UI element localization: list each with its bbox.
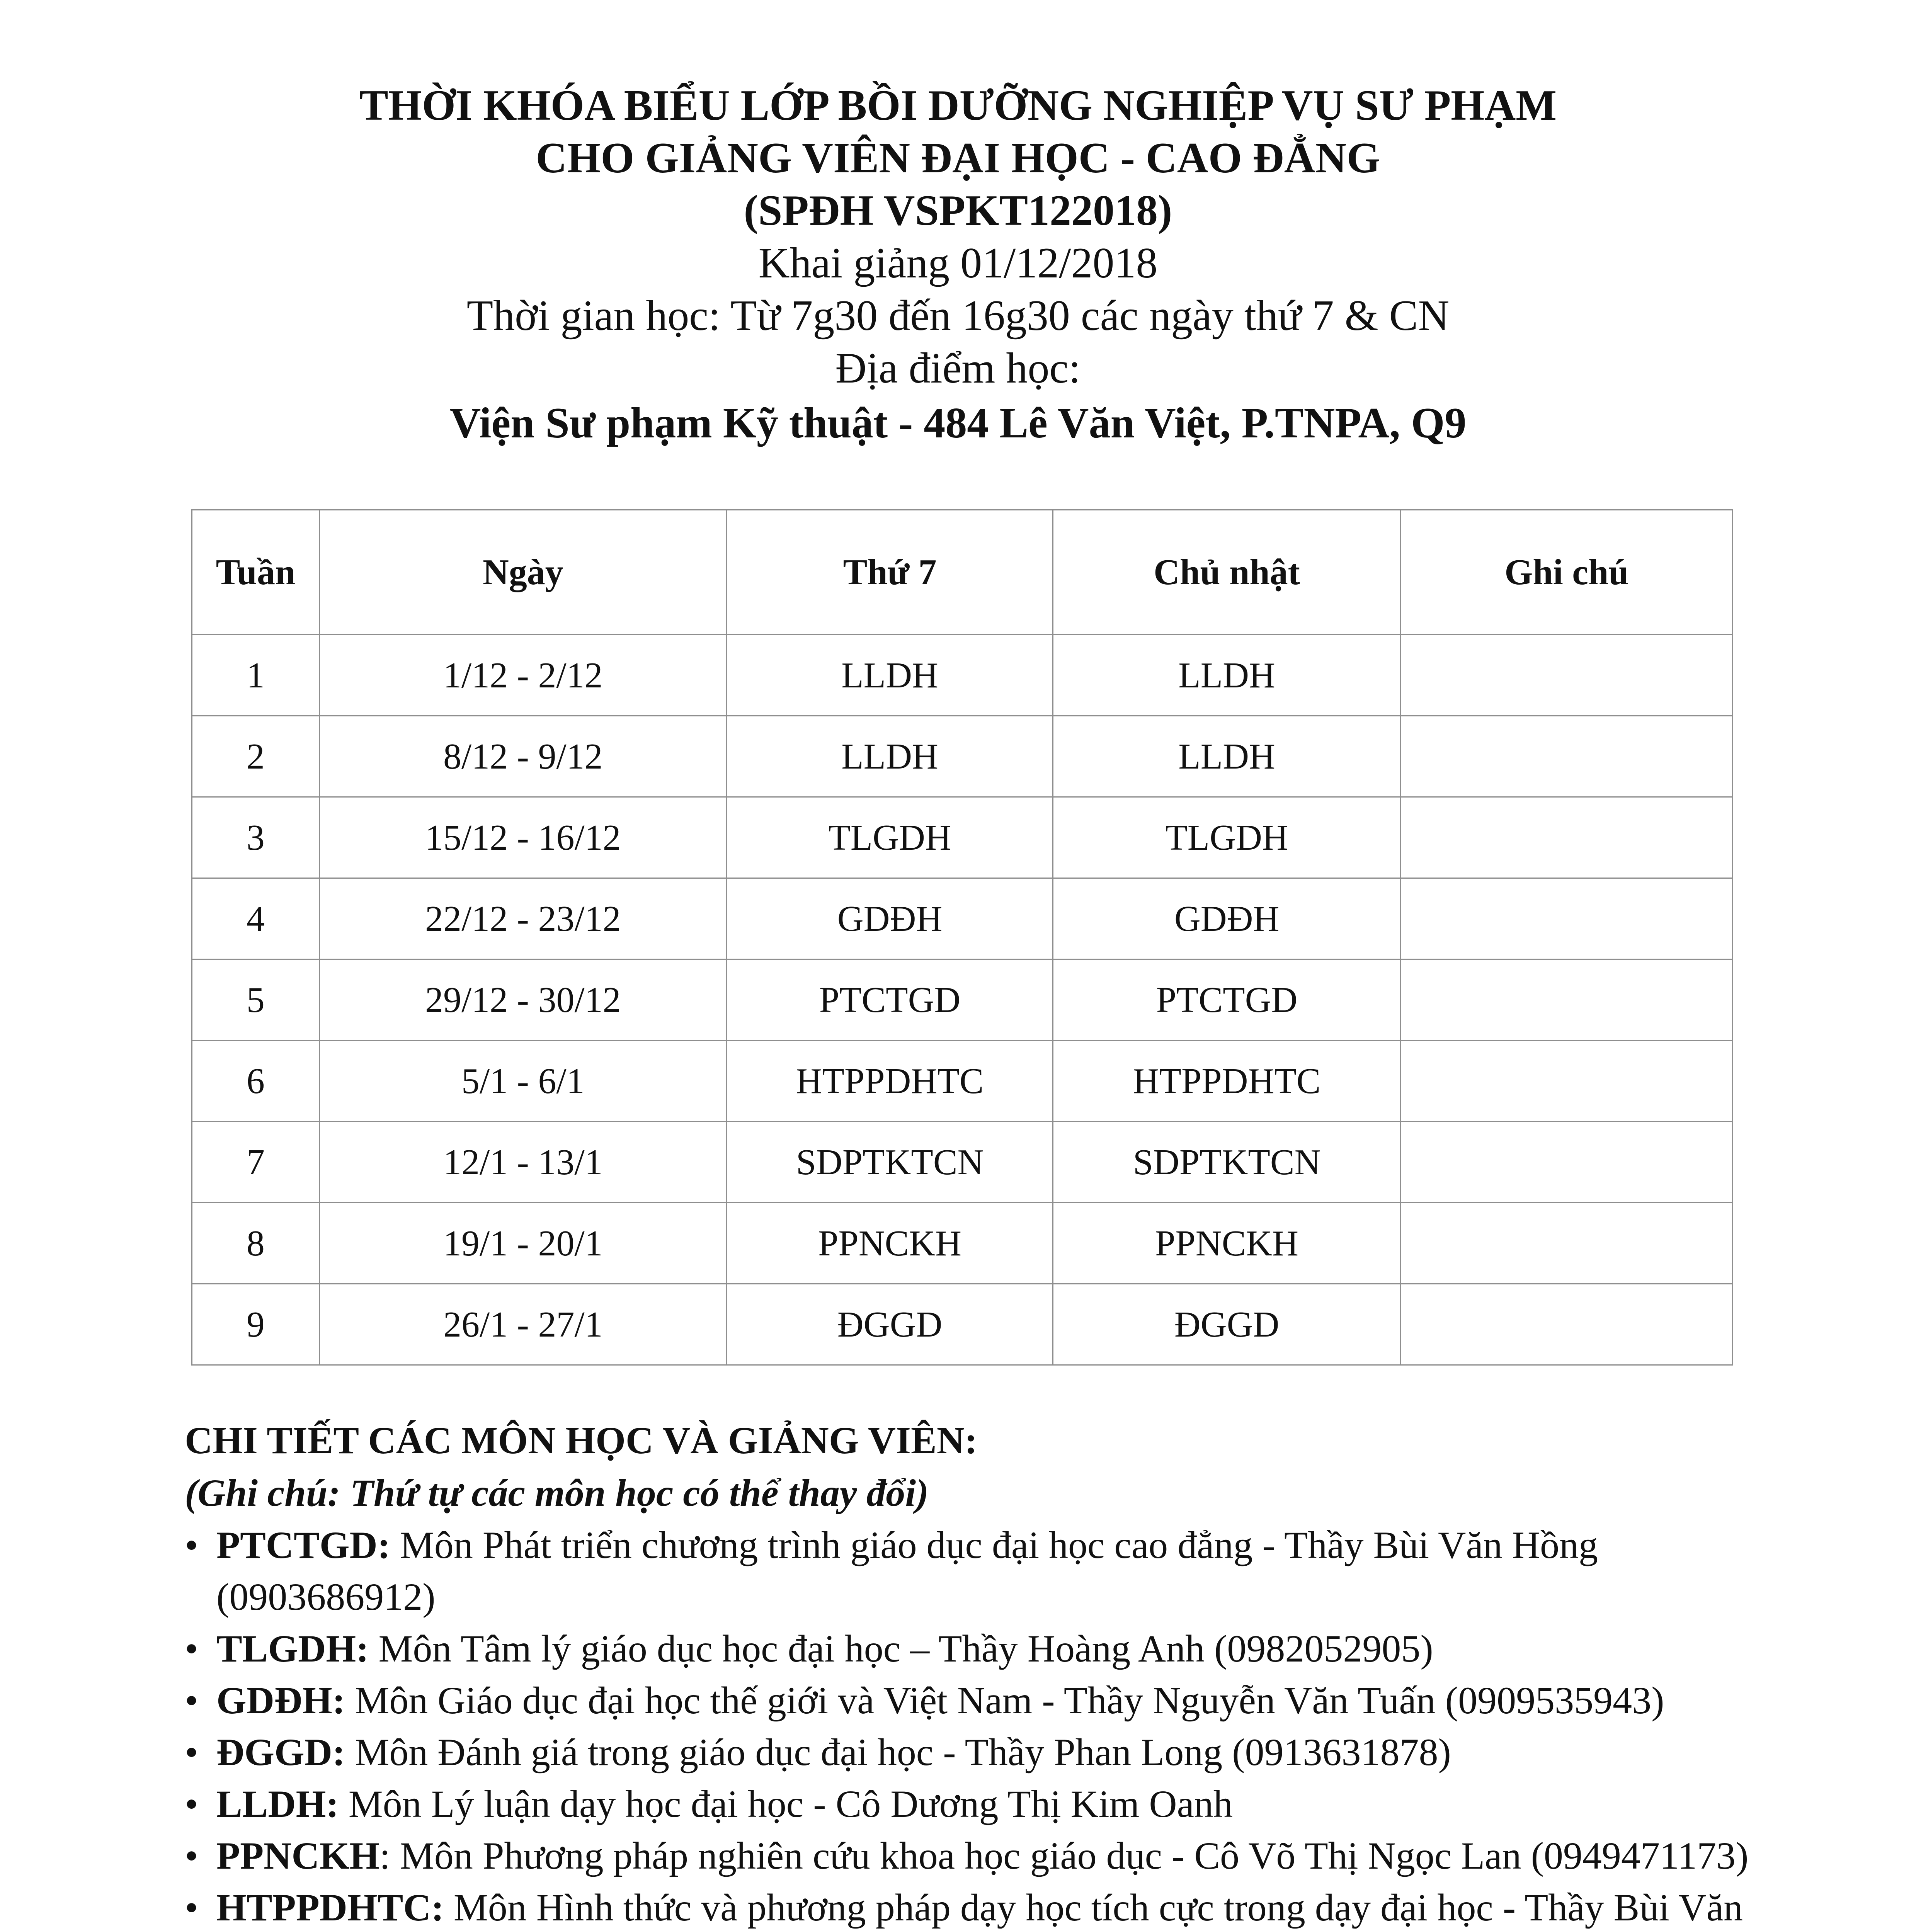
course-code: ĐGGD: [216,1731,345,1774]
cell-notes [1400,959,1732,1041]
cell-week: 4 [192,878,320,959]
cell-notes [1400,1203,1732,1284]
cell-sunday: SDPTKTCN [1053,1122,1400,1203]
cell-notes [1400,716,1732,797]
title-line-2: CHO GIẢNG VIÊN ĐẠI HỌC - CAO ĐẲNG [536,134,1380,182]
cell-sunday: TLGDH [1053,797,1400,878]
cell-week: 9 [192,1284,320,1365]
cell-sunday: ĐGGD [1053,1284,1400,1365]
table-row [192,1203,1733,1284]
cell-notes [1400,1122,1732,1203]
bullet-icon: • [185,1782,199,1825]
course-code: PPNCKH [216,1834,380,1877]
cell-notes [1400,878,1732,959]
cell-date: 22/12 - 23/12 [319,878,727,959]
table-row [192,878,1733,959]
cell-saturday: ĐGGD [727,1284,1053,1365]
cell-saturday: PPNCKH [727,1203,1053,1284]
cell-date: 12/1 - 13/1 [319,1122,727,1203]
opening-date: Khai giảng 01/12/2018 [758,239,1158,287]
location-label: Địa điểm học: [835,344,1081,392]
cell-week: 2 [192,716,320,797]
table-row [192,1041,1733,1122]
course-details [185,1414,1769,1932]
cell-saturday: PTCTGD [727,959,1053,1041]
schedule-table [191,509,1733,1366]
details-title: CHI TIẾT CÁC MÔN HỌC VÀ GIẢNG VIÊN: [185,1419,978,1462]
title-line-3: (SPĐH VSPKT122018) [744,187,1172,235]
bullet-icon: • [185,1731,199,1774]
cell-week: 5 [192,959,320,1041]
header-date: Ngày [319,510,727,635]
list-item [185,1830,1769,1882]
details-note: (Ghi chú: Thứ tự các môn học có thể thay đổi) [185,1471,929,1514]
cell-sunday: PTCTGD [1053,959,1400,1041]
table-row [192,797,1733,878]
table-header-row [192,510,1733,635]
cell-week: 8 [192,1203,320,1284]
header-saturday: Thứ 7 [727,510,1053,635]
table-row [192,716,1733,797]
bullet-icon: • [185,1886,199,1929]
cell-week: 6 [192,1041,320,1122]
course-description: Môn Đánh giá trong giáo dục đại học - Thầy Phan Long (0913631878) [345,1731,1451,1774]
cell-sunday: HTPPDHTC [1053,1041,1400,1122]
course-description: Môn Giáo dục đại học thế giới và Việt Nam - Thầy Nguyễn Văn Tuấn (0909535943) [345,1679,1664,1722]
course-description: Môn Phát triển chương trình giáo dục đại học cao đẳng - Thầy Bùi Văn Hồng (0903686912) [216,1524,1598,1618]
cell-week: 7 [192,1122,320,1203]
location-address: Viện Sư phạm Kỹ thuật - 484 Lê Văn Việt, P.TNPA, Q9 [449,399,1467,447]
cell-date: 29/12 - 30/12 [319,959,727,1041]
list-item [185,1675,1769,1726]
header-notes: Ghi chú [1400,510,1732,635]
cell-saturday: GDĐH [727,878,1053,959]
cell-date: 19/1 - 20/1 [319,1203,727,1284]
bullet-icon: • [185,1679,199,1722]
cell-saturday: LLDH [727,635,1053,716]
study-time: Thời gian học: Từ 7g30 đến 16g30 các ngày thứ 7 & CN [466,292,1450,340]
document-header [0,79,1916,449]
course-list [185,1519,1769,1932]
cell-sunday: LLDH [1053,635,1400,716]
course-code: GDĐH: [216,1679,345,1722]
header-sunday: Chủ nhật [1053,510,1400,635]
list-item [185,1726,1769,1778]
header-week: Tuần [192,510,320,635]
title-line-1: THỜI KHÓA BIỂU LỚP BỒI DƯỠNG NGHIỆP VỤ SƯ PHẠM [359,82,1557,129]
course-description: Môn Hình thức và phương pháp dạy học tích cực trong dạy đại học - Thầy Bùi Văn [453,1886,1743,1929]
cell-sunday: LLDH [1053,716,1400,797]
cell-sunday: GDĐH [1053,878,1400,959]
table-row [192,1122,1733,1203]
cell-date: 26/1 - 27/1 [319,1284,727,1365]
cell-notes [1400,1041,1732,1122]
bullet-icon: • [185,1524,199,1566]
bullet-icon: • [185,1834,199,1877]
cell-saturday: HTPPDHTC [727,1041,1053,1122]
cell-notes [1400,797,1732,878]
cell-saturday: TLGDH [727,797,1053,878]
cell-notes [1400,635,1732,716]
cell-date: 8/12 - 9/12 [319,716,727,797]
course-code: HTPPDHTC: [216,1886,444,1929]
course-code: PTCTGD: [216,1524,390,1566]
cell-date: 1/12 - 2/12 [319,635,727,716]
table-row [192,635,1733,716]
cell-sunday: PPNCKH [1053,1203,1400,1284]
cell-saturday: SDPTKTCN [727,1122,1053,1203]
cell-week: 3 [192,797,320,878]
cell-date: 5/1 - 6/1 [319,1041,727,1122]
table-row [192,1284,1733,1365]
cell-saturday: LLDH [727,716,1053,797]
list-item [185,1623,1769,1675]
course-code: LLDH: [216,1782,339,1825]
course-description: Môn Tâm lý giáo dục học đại học – Thầy Hoàng Anh (0982052905) [369,1627,1433,1670]
course-description: Môn Lý luận dạy học đại học - Cô Dương Thị Kim Oanh [339,1782,1233,1825]
cell-notes [1400,1284,1732,1365]
course-code: TLGDH: [216,1627,369,1670]
list-item [185,1882,1769,1932]
cell-date: 15/12 - 16/12 [319,797,727,878]
cell-week: 1 [192,635,320,716]
bullet-icon: • [185,1627,199,1670]
list-item [185,1778,1769,1830]
list-item [185,1519,1769,1623]
course-description: : Môn Phương pháp nghiên cứu khoa học giáo dục - Cô Võ Thị Ngọc Lan (0949471173) [379,1834,1749,1877]
table-row [192,959,1733,1041]
